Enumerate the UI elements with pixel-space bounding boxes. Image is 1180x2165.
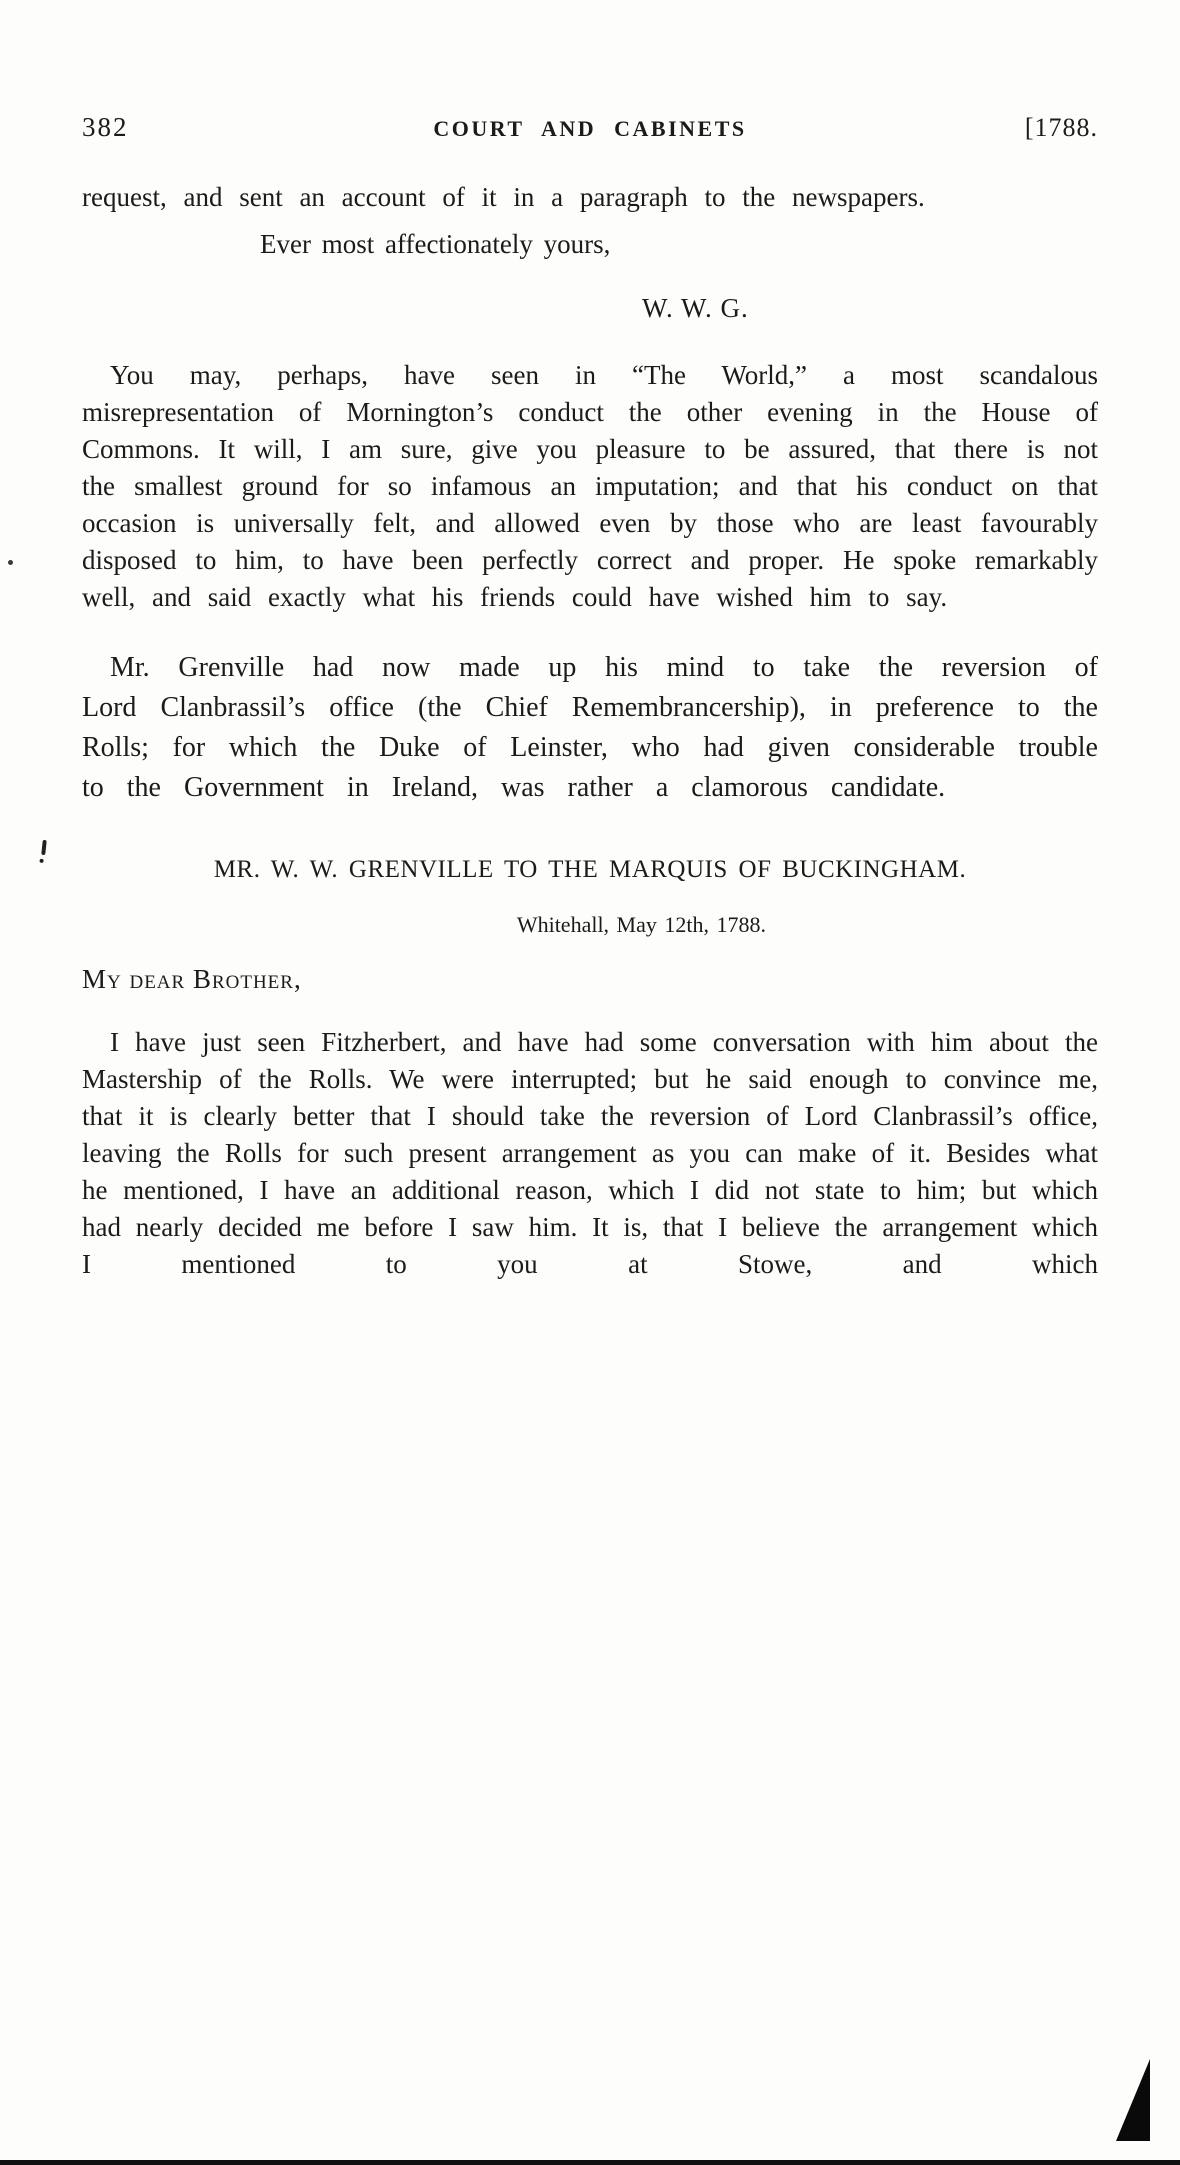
margin-mark-artifact [41, 840, 47, 855]
corner-ink-artifact [1116, 2059, 1150, 2141]
signature-initials: W. W. G. [642, 293, 749, 323]
letter-salutation: My dear Brother, [82, 964, 302, 994]
letter-heading: MR. W. W. GRENVILLE TO THE MARQUIS OF BUCKINGHAM. [213, 856, 967, 883]
letter-dateline: Whitehall, May 12th, 1788. [516, 912, 766, 937]
paragraph-continuation: request, and sent an account of it in a paragraph to the newspapers. [82, 182, 925, 212]
letter-body: I have just seen Fitzherbert, and have had some conversation with him about the Mastership of the Rolls. We were interrupted; but he said enough to convince me, that it is clearly better that I should take the reversion of Lord Clanbrassil’s office, leaving the Rolls for such present arrangement as you can make of it. Besides what he mentioned, I have an additional reason, which I did not state to him; but which had nearly decided me before I saw him. It is, that I believe the arrangement which I mentioned to you at Stowe, and which [82, 1027, 1098, 1279]
margin-dot-artifact [8, 560, 13, 565]
page-number: 382 [82, 112, 129, 142]
valediction-line: Ever most affectionately yours, [260, 229, 611, 259]
running-title: COURT AND CABINETS [433, 116, 747, 141]
date-bracket: [1788. [1024, 113, 1098, 142]
text-block [82, 0, 1098, 1283]
paragraph-grenville: Mr. Grenville had now made up his mind to take the reversion of Lord Clanbrassil’s office (the Chief Remembrancership), in preference to the Rolls; for which the Duke of Leinster, who had given considerable trouble to the Government in Ireland, was rather a clamorous candidate. [82, 652, 1098, 803]
running-header [82, 0, 1098, 143]
bottom-edge-artifact [0, 2160, 1180, 2165]
paragraph-world: You may, perhaps, have seen in “The World,” a most scandalous misrepresentation of Mornington’s conduct the other evening in the House of Commons. It will, I am sure, give you pleasure to be assured, that there is not the smallest ground for so infamous an imputation; and that his conduct on that occasion is universally felt, and allowed even by those who are least favourably disposed to him, to have been perfectly correct and proper. He spoke remarkably well, and said exactly what his friends could have wished him to say. [82, 360, 1098, 612]
